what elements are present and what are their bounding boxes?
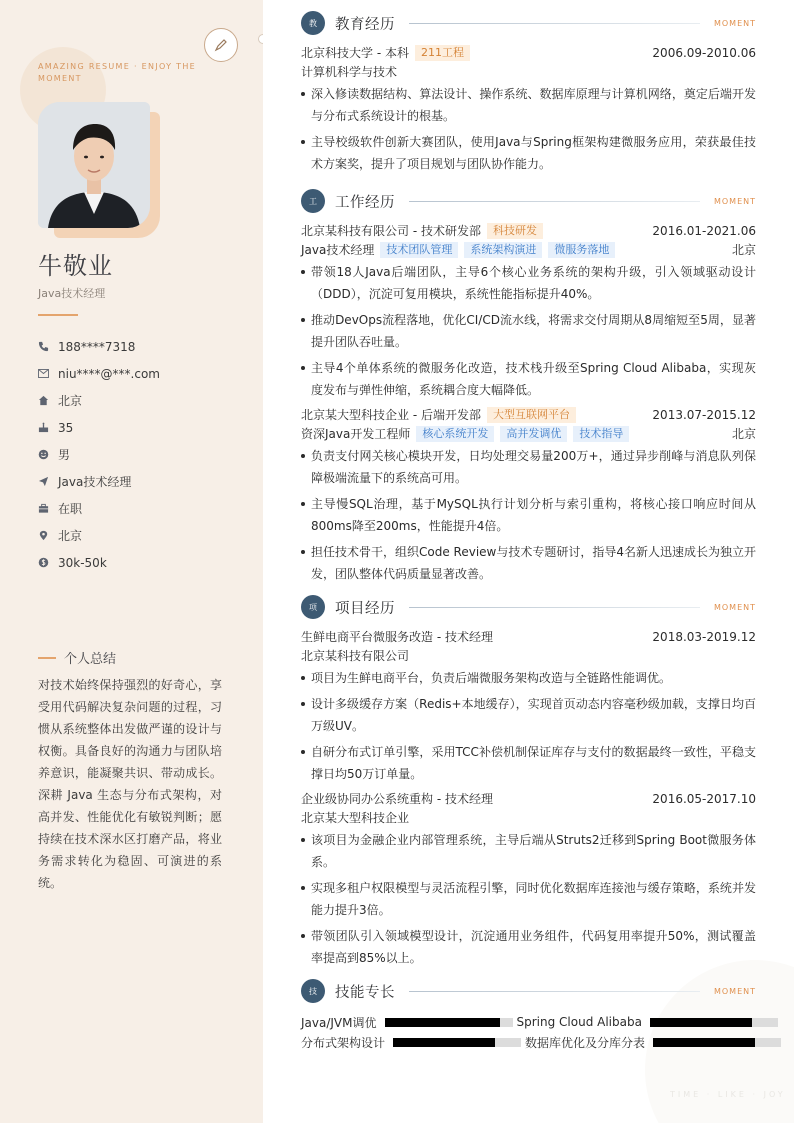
skill-row bbox=[301, 1013, 756, 1031]
cake-icon bbox=[38, 422, 58, 433]
project-company: 北京某大型科技企业 bbox=[301, 811, 410, 825]
school-tag: 211工程 bbox=[415, 45, 470, 61]
skill-item bbox=[525, 1034, 781, 1051]
info-phone: 188****7318 bbox=[38, 333, 248, 360]
school-name: 北京科技大学 - 本科 bbox=[301, 46, 409, 60]
smile-icon bbox=[38, 449, 58, 460]
education-section bbox=[301, 11, 756, 179]
project-bullets bbox=[301, 829, 756, 969]
list-item: 设计多级缓存方案（Redis+本地缓存），实现首页动态内容毫秒级加载，支撑日均百万级UV。 bbox=[301, 693, 756, 737]
section-moment-label: MOMENT bbox=[713, 602, 756, 612]
list-item: 担任技术骨干，组织Code Review与技术专题研讨，指导4名新人迅速成长为独立开发，团队整体代码质量显著改善。 bbox=[301, 541, 756, 585]
skill-tag: 系统架构演进 bbox=[464, 242, 542, 258]
section-title: 教育经历 bbox=[335, 16, 395, 33]
skill-tag: 技术团队管理 bbox=[380, 242, 458, 258]
avatar bbox=[38, 102, 150, 228]
skill-level-fill bbox=[653, 1038, 755, 1047]
tagline: AMAZING RESUME · ENJOY THE MOMENT bbox=[38, 62, 196, 83]
skill-name: 分布式架构设计 bbox=[301, 1035, 386, 1050]
list-item: 自研分布式订单引擎，采用TCC补偿机制保证库存与支付的数据最终一致性，平稳支撑日均50万订单量。 bbox=[301, 741, 756, 785]
phone-icon bbox=[38, 341, 58, 352]
candidate-name: 牛敬业 bbox=[38, 252, 113, 280]
job-company: 北京某科技有限公司 - 技术研发部 bbox=[301, 224, 481, 238]
project-date: 2018.03-2019.12 bbox=[652, 629, 756, 644]
skill-level-fill bbox=[385, 1018, 500, 1027]
section-badge: 工 bbox=[301, 189, 325, 213]
main-content bbox=[263, 0, 794, 1123]
location-pin-icon bbox=[38, 530, 58, 541]
major-row bbox=[301, 62, 756, 81]
company-tag: 大型互联网平台 bbox=[487, 407, 576, 423]
send-icon bbox=[38, 476, 58, 487]
job-city: 北京 bbox=[731, 243, 756, 257]
info-age: 35 bbox=[38, 414, 248, 441]
home-icon bbox=[38, 395, 58, 406]
skill-name: 数据库优化及分库分表 bbox=[525, 1035, 646, 1050]
work-section bbox=[301, 189, 756, 589]
info-gender: 男 bbox=[38, 441, 248, 468]
skill-tag: 高并发调优 bbox=[500, 426, 567, 442]
job-city: 北京 bbox=[731, 427, 756, 441]
projects-section bbox=[301, 595, 756, 973]
job-position: Java技术经理 bbox=[301, 243, 375, 257]
job-company: 北京某大型科技企业 - 后端开发部 bbox=[301, 408, 481, 422]
skill-level-bar bbox=[653, 1038, 781, 1047]
project-date: 2016.05-2017.10 bbox=[652, 791, 756, 806]
list-item: 主导校级软件创新大赛团队，使用Java与Spring框架构建微服务应用，荣获最佳技术方案奖，提升了项目规划与团队协作能力。 bbox=[301, 131, 756, 175]
summary-heading: 个人总结 bbox=[38, 648, 116, 667]
list-item: 主导4个单体系统的微服务化改造，技术栈升级至Spring Cloud Alibaba，实现灰度发布与弹性伸缩，系统耦合度大幅降低。 bbox=[301, 357, 756, 401]
footer-tag: TIME · LIKE · JOY bbox=[670, 1090, 786, 1099]
skills-list bbox=[301, 1013, 756, 1051]
project-name: 企业级协同办公系统重构 - 技术经理 bbox=[301, 792, 493, 806]
list-item: 带领18人Java后端团队，主导6个核心业务系统的架构升级，引入领域驱动设计（DDD），沉淀可复用模块，系统性能指标提升40%。 bbox=[301, 261, 756, 305]
info-salary: 30k-50k bbox=[38, 549, 248, 576]
project-company-row bbox=[301, 808, 756, 827]
mail-icon bbox=[38, 369, 58, 378]
summary-text: 对技术始终保持强烈的好奇心，享受用代码解决复杂问题的过程，习惯从系统整体出发做严谨的设计与权衡。具备良好的沟通力与团队培养意识，能凝聚共识、带动成长。深耕 Java 生态与分布式架构，对高并发、性能优化有敏锐判断；愿持续在技术深水区打磨产品，将业务需求转化为稳固、可演进的系统。 bbox=[38, 678, 222, 890]
section-header bbox=[301, 189, 756, 213]
list-item: 推动DevOps流程落地，优化CI/CD流水线，将需求交付周期从8周缩短至5周，显著提升团队吞吐量。 bbox=[301, 309, 756, 353]
job-position-row bbox=[301, 240, 756, 259]
contact-info-list bbox=[38, 333, 248, 576]
list-item: 深入修读数据结构、算法设计、操作系统、数据库原理与计算机网络，奠定后端开发与分布式系统设计的根基。 bbox=[301, 83, 756, 127]
section-header bbox=[301, 979, 756, 1003]
skill-tag: 微服务落地 bbox=[548, 242, 615, 258]
section-divider bbox=[409, 201, 700, 202]
list-item: 该项目为金融企业内部管理系统，主导后端从Struts2迁移到Spring Boot微服务体系。 bbox=[301, 829, 756, 873]
job-date: 2013.07-2015.12 bbox=[652, 407, 756, 422]
project-row bbox=[301, 789, 756, 808]
skills-section bbox=[301, 979, 756, 1053]
pen-icon bbox=[204, 28, 238, 62]
job-company-row bbox=[301, 405, 756, 424]
skill-name: Spring Cloud Alibaba bbox=[516, 1015, 642, 1029]
company-tag: 科技研发 bbox=[487, 223, 543, 239]
briefcase-icon bbox=[38, 503, 58, 514]
list-item: 项目为生鲜电商平台，负责后端微服务架构改造与全链路性能调优。 bbox=[301, 667, 756, 689]
section-title: 项目经历 bbox=[335, 600, 395, 617]
section-badge: 项 bbox=[301, 595, 325, 619]
skill-level-bar bbox=[393, 1038, 521, 1047]
project-bullets bbox=[301, 667, 756, 785]
education-bullets bbox=[301, 83, 756, 175]
project-row bbox=[301, 627, 756, 646]
section-divider bbox=[409, 607, 700, 608]
job-bullets bbox=[301, 261, 756, 401]
skill-level-fill bbox=[650, 1018, 752, 1027]
major: 计算机科学与技术 bbox=[301, 65, 398, 79]
info-status: 在职 bbox=[38, 495, 248, 522]
skill-item bbox=[517, 1015, 778, 1029]
section-divider bbox=[409, 23, 700, 24]
info-email: niu****@***.com bbox=[38, 360, 248, 387]
info-city: 北京 bbox=[38, 387, 248, 414]
skill-name: Java/JVM调优 bbox=[301, 1015, 377, 1030]
section-moment-label: MOMENT bbox=[713, 18, 756, 28]
section-moment-label: MOMENT bbox=[713, 986, 756, 996]
summary-heading-bar bbox=[38, 657, 56, 659]
project-name: 生鲜电商平台微服务改造 - 技术经理 bbox=[301, 630, 493, 644]
section-title: 技能专长 bbox=[335, 984, 395, 1001]
info-target-city: 北京 bbox=[38, 522, 248, 549]
section-title: 工作经历 bbox=[335, 194, 395, 211]
job-date: 2016.01-2021.06 bbox=[652, 223, 756, 238]
accent-divider bbox=[38, 314, 78, 316]
job-position-row bbox=[301, 424, 756, 443]
section-header bbox=[301, 595, 756, 619]
candidate-role: Java技术经理 bbox=[38, 287, 106, 300]
skill-tag: 核心系统开发 bbox=[416, 426, 494, 442]
skill-level-bar bbox=[650, 1018, 778, 1027]
skill-tag: 技术指导 bbox=[573, 426, 629, 442]
section-divider bbox=[409, 991, 700, 992]
job-position: 资深Java开发工程师 bbox=[301, 427, 411, 441]
list-item: 负责支付网关核心模块开发，日均处理交易量200万+，通过异步削峰与消息队列保障极端流量下的系统高可用。 bbox=[301, 445, 756, 489]
skill-level-fill bbox=[393, 1038, 495, 1047]
skill-row bbox=[301, 1033, 756, 1051]
education-date: 2006.09-2010.06 bbox=[652, 45, 756, 60]
list-item: 实现多租户权限模型与灵活流程引擎，同时优化数据库连接池与缓存策略，系统并发能力提升3倍。 bbox=[301, 877, 756, 921]
list-item: 主导慢SQL治理，基于MySQL执行计划分析与索引重构，将核心接口响应时间从800ms降至200ms，性能提升4倍。 bbox=[301, 493, 756, 537]
list-item: 带领团队引入领域模型设计，沉淀通用业务组件，代码复用率提升50%，测试覆盖率提高到85%以上。 bbox=[301, 925, 756, 969]
money-icon bbox=[38, 557, 58, 568]
info-position: Java技术经理 bbox=[38, 468, 248, 495]
section-badge: 教 bbox=[301, 11, 325, 35]
education-row bbox=[301, 43, 756, 62]
project-company: 北京某科技有限公司 bbox=[301, 649, 410, 663]
skill-level-bar bbox=[385, 1018, 513, 1027]
sidebar bbox=[0, 0, 263, 1123]
job-company-row bbox=[301, 221, 756, 240]
section-moment-label: MOMENT bbox=[713, 196, 756, 206]
skill-item bbox=[301, 1014, 513, 1031]
skill-item bbox=[301, 1034, 521, 1051]
section-badge: 技 bbox=[301, 979, 325, 1003]
job-bullets bbox=[301, 445, 756, 585]
project-company-row bbox=[301, 646, 756, 665]
section-header bbox=[301, 11, 756, 35]
